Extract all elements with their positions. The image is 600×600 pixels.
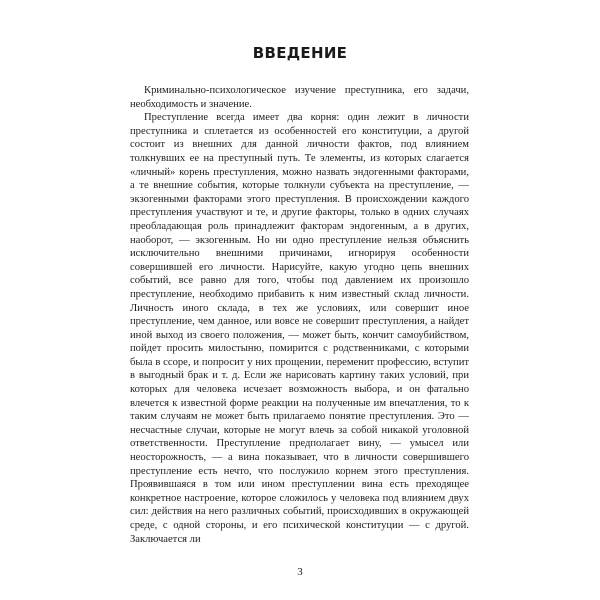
body-text [130, 84, 469, 546]
paragraph: Преступление всегда имеет два корня: один лежит в личности преступника и сплетается из особенностей его конституции, а другой состоит из внешних для данной личности фактов, под влиянием толкнувших ее на преступный путь. Те элементы, из которых слагается «личный» корень преступления, можно назвать эндогенными факторами, а те внешние события, которые толкнули субъекта на преступление, — экзогенными факторами этого преступления. В происхождении каждого преступления участвуют и те, и другие факторы, только в одних случаях преобладающая роль принадлежит факторам эндогенным, а в других, наоборот, — экзогенным. Но ни одно преступление нельзя объяснить исключительно внешними причинами, игнорируя особенности совершившей его личности. Нарисуйте, какую угодно цепь внешних событий, все равно для того, чтобы под давлением их произошло преступление, необходимо прибавить к ним известный склад личности. Личность иного склада, в тех же условиях, или совершит иное преступление, чем данное, или вовсе не совершит преступления, а найдет иной выход из своего положения, — может быть, кончит самоубийством, пойдет просить милостыню, помирится с родственниками, с которыми была в ссоре, и попросит у них прощении, переменит профессию, вступит в выгодный брак и т. д. Если же нарисовать картину таких условий, при которых для человека исчезает возможность выбора, и он фатально влечется к известной форме реакции на полученные им впечатления, то к таким случаям не может быть прилагаемо понятие преступления. Это — несчастные случаи, которые не могут влечь за собой никакой уголовной ответственности. Преступление предполагает вину, — умысел или неосторожность, — а вина показывает, что в личности совершившего преступление есть нечто, что послужило корнем этого преступления. Проявившаяся в том или ином преступлении вина есть преходящее конкретное настроение, которое сложилось у человека под влиянием двух сил: действия на него различных событий, происходивших в окружающей среде, с одной стороны, и его психической конституции — с другой. Заключается ли [130, 112, 469, 545]
page-number: 3 [297, 566, 303, 578]
paragraph: Криминально-психологическое изучение преступника, его задачи, необходимость и значение. [130, 85, 469, 110]
chapter-title: ВВЕДЕНИЕ [252, 44, 348, 62]
